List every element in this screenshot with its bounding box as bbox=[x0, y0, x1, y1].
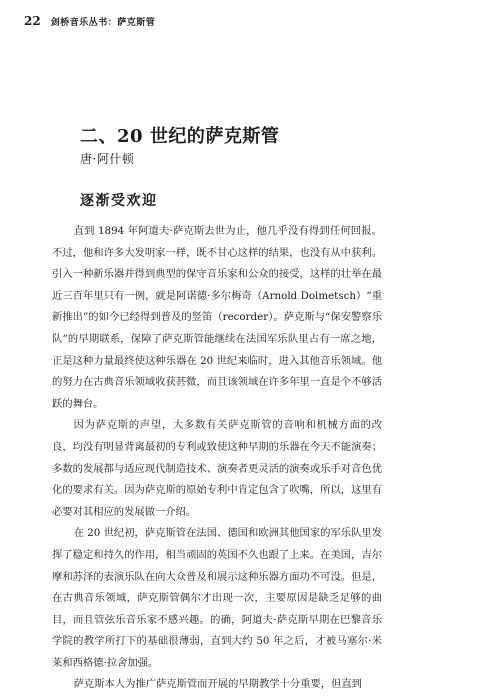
paragraph: 在 20 世纪初，萨克斯管在法国、德国和欧洲其他国家的军乐队里发挥了稳定和持久的作用，相当顽固的英国不久也跟了上来。在美国，吉尔摩和苏泽的表演乐队在向大众普及和展示这种乐器方面功不可没。但是，在古典音乐领域，萨克斯管偶尔才出现一次，主要原因是缺乏足够的曲目，而且管弦乐音乐家不感兴趣。的确，阿道夫·萨克斯早期在巴黎音乐学院的教学所打下的基础很薄弱，直到大约 50 年之后，才被马塞尔·米莱和西格德·拉舍加强。 bbox=[52, 527, 382, 669]
paragraph: 直到 1894 年阿道夫·萨克斯去世为止，他几乎没有得到任何回报。不过，他和许多大发明家一样，既不甘心这样的结果，也没有从中获利。引入一种新乐器并得到典型的保守音乐家和公众的接受，这样的壮举在最近三百年里只有一例，就是阿诺德·多尔梅奇（Arnold Dolmetsch）“重新推出”的如今已经得到普及的竖笛（recorder）。萨克斯与“保安警察乐队”的早期联系，保障了萨克斯管能继续在法国军乐队里占有一席之地，正是这种力量最终使这种乐器在 20 世纪来临时，进入其他音乐领域。他的努力在古典音乐领域收获甚微，而且该领域在许多年里一直是个不够活跃的舞台。 bbox=[52, 225, 382, 410]
paragraph: 因为萨克斯的声望，大多数有关萨克斯管的音响和机械方面的改良，均没有明显背离最初的专利或致使这种早期的乐器在今天不能演奏；多数的发展都与适应现代制造技术、演奏者更灵活的演奏或乐手对音色优化的要求有关。因为萨克斯的原始专利中肯定包含了吹嘴，所以，这里有必要对其相应的发展做一介绍。 bbox=[52, 419, 382, 518]
body-text bbox=[52, 221, 382, 696]
section-heading: 逐渐受欢迎 bbox=[80, 193, 158, 209]
series-title: 剑桥音乐丛书：萨克斯管 bbox=[50, 18, 156, 28]
running-head bbox=[24, 14, 155, 28]
chapter-title: 二、20 世纪的萨克斯管 bbox=[80, 126, 280, 147]
chapter-author: 唐·阿什顿 bbox=[80, 152, 135, 166]
page-number: 22 bbox=[24, 14, 41, 28]
paragraph: 萨克斯本人为推广萨克斯管而开展的早期教学十分重要，但直到 bbox=[73, 678, 362, 691]
